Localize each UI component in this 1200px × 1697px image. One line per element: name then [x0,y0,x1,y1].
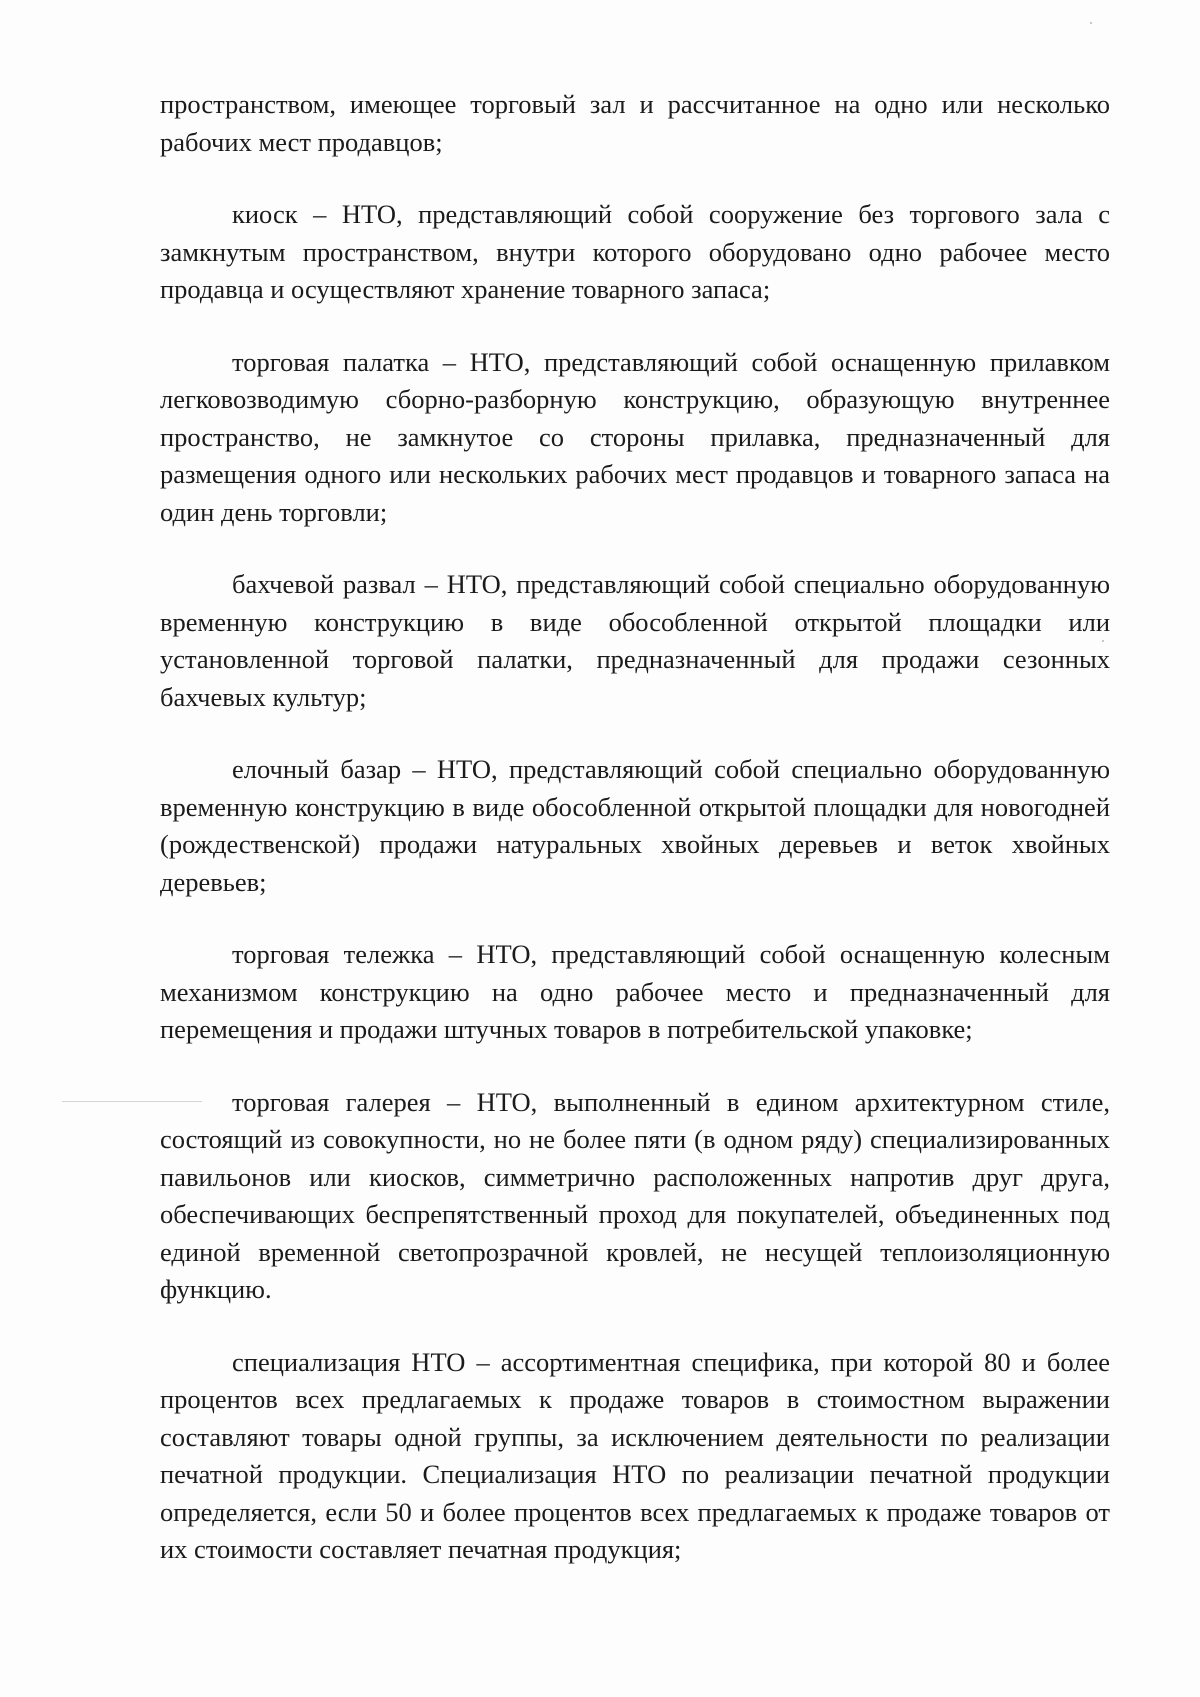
document-body [160,86,1110,1604]
paragraph-melon-stall: бахчевой развал – НТО, представляющий собой специально оборудованную временную конструкцию в виде обособленной открытой площадки или установленной торговой палатки, предназначенный для продажи сезонных бахчевых культур; [160,569,1110,712]
paragraph-trade-tent: торговая палатка – НТО, представляющий собой оснащенную прилавком легковозводимую сборно-разборную конструкцию, образующую внутреннее пространство, не замкнутое со стороны прилавка, предназначенный для размещения одного или нескольких рабочих мест продавцов и товарного запаса на один день торговли; [160,346,1110,527]
scan-speck [1090,22,1092,24]
paragraph-christmas-tree-market: елочный базар – НТО, представляющий собой специально оборудованную временную конструкцию в виде обособленной открытой площадки для новогодней (рождественской) продажи натуральных хвойных деревьев и веток хвойных деревьев; [160,754,1110,897]
paragraph-kiosk: киоск – НТО, представляющий собой сооружение без торгового зала с замкнутым пространством, внутри которого оборудовано одно рабочее место продавца и осуществляют хранение товарного запаса; [160,199,1110,304]
paragraph-trade-cart: торговая тележка – НТО, представляющий собой оснащенную колесным механизмом конструкцию на одно рабочее место и предназначенный для перемещения и продажи штучных товаров в потребительской упаковке; [160,939,1110,1044]
paragraph-continuation: пространством, имеющее торговый зал и рассчитанное на одно или несколько рабочих мест продавцов; [160,89,1110,157]
paragraph-trade-gallery: торговая галерея – НТО, выполненный в едином архитектурном стиле, состоящий из совокупности, но не более пяти (в одном ряду) специализированных павильонов или киосков, симметрично расположенных напротив друг друга, обеспечивающих беспрепятственный проход для покупателей, объединенных под единой временной светопрозрачной кровлей, не несущей теплоизоляционную функцию. [160,1086,1110,1304]
paragraph-specialization: специализация НТО – ассортиментная специфика, при которой 80 и более процентов всех предлагаемых к продаже товаров в стоимостном выражении составляют товары одной группы, за исключением деятельности по реализации печатной продукции. Специализация НТО по реализации печатной продукции определяется, если 50 и более процентов всех предлагаемых к продаже товаров от их стоимости составляет печатная продукция; [160,1346,1110,1564]
